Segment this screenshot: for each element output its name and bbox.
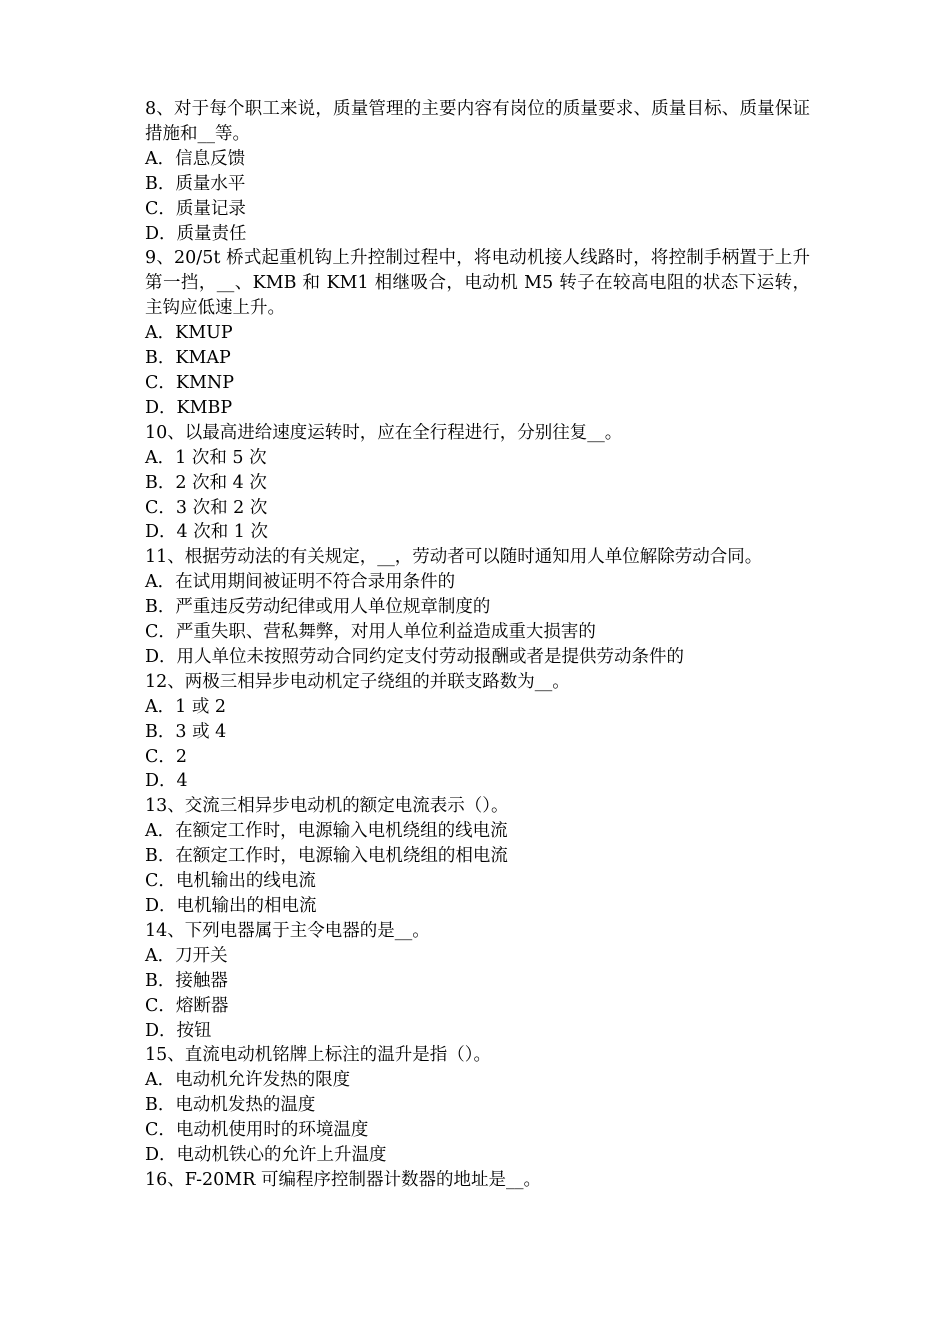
- option-b: B．在额定工作时，电源输入电机绕组的相电流: [145, 846, 508, 867]
- option-c: C．电动机使用时的环境温度: [145, 1120, 369, 1141]
- option-c: C．质量记录: [145, 198, 246, 219]
- question-8: [145, 97, 810, 246]
- option-a: A．信息反馈: [145, 148, 246, 169]
- option-a: A．KMUP: [145, 323, 233, 344]
- option-c: C．熔断器: [145, 995, 229, 1016]
- option-b: B．质量水平: [145, 173, 246, 194]
- option-c: C．电机输出的线电流: [145, 871, 316, 892]
- option-b: B．KMAP: [145, 348, 231, 369]
- option-c: C．3 次和 2 次: [145, 497, 268, 518]
- option-a: A．1 次和 5 次: [145, 447, 267, 468]
- question-16: [145, 1168, 810, 1193]
- question-15: [145, 1043, 810, 1168]
- option-b: B．接触器: [145, 970, 228, 991]
- option-b: B．3 或 4: [145, 721, 227, 742]
- question-13: [145, 794, 810, 919]
- question-text: 11、根据劳动法的有关规定，__，劳动者可以随时通知用人单位解除劳动合同。: [145, 547, 763, 568]
- option-d: D．按钮: [145, 1020, 212, 1041]
- option-d: D．电动机铁心的允许上升温度: [145, 1145, 387, 1166]
- question-10: [145, 421, 810, 546]
- question-text: 9、20/5t 桥式起重机钩上升控制过程中，将电动机接人线路时，将控制手柄置于上升第一挡，__、KMB 和 KM1 相继吸合，电动机 M5 转子在较高电阻的状态下运转，主钩应低速上升。: [145, 248, 810, 319]
- question-9: [145, 246, 810, 420]
- option-a: A．在额定工作时，电源输入电机绕组的线电流: [145, 821, 508, 842]
- option-a: A．电动机允许发热的限度: [145, 1070, 351, 1091]
- question-12: [145, 670, 810, 795]
- option-d: D．质量责任: [145, 223, 247, 244]
- question-text: 15、直流电动机铭牌上标注的温升是指（）。: [145, 1045, 492, 1066]
- document-page: [145, 97, 810, 1193]
- option-b: B．2 次和 4 次: [145, 472, 267, 493]
- option-b: B．电动机发热的温度: [145, 1095, 316, 1116]
- question-text: 8、对于每个职工来说，质量管理的主要内容有岗位的质量要求、质量目标、质量保证措施和__等。: [145, 99, 810, 144]
- question-14: [145, 919, 810, 1044]
- option-c: C．2: [145, 746, 188, 767]
- question-text: 14、下列电器属于主令电器的是__。: [145, 920, 430, 941]
- option-d: D．4 次和 1 次: [145, 522, 268, 543]
- option-c: C．KMNP: [145, 372, 234, 393]
- question-text: 16、F-20MR 可编程序控制器计数器的地址是__。: [145, 1169, 541, 1190]
- option-c: C．严重失职、营私舞弊，对用人单位利益造成重大损害的: [145, 622, 596, 643]
- question-text: 10、以最高进给速度运转时，应在全行程进行，分别往复__。: [145, 422, 623, 443]
- question-text: 12、两极三相异步电动机定子绕组的并联支路数为__。: [145, 671, 570, 692]
- question-text: 13、交流三相异步电动机的额定电流表示（）。: [145, 796, 509, 817]
- option-d: D．KMBP: [145, 397, 233, 418]
- option-d: D．电机输出的相电流: [145, 896, 317, 916]
- option-d: D．4: [145, 771, 188, 792]
- option-a: A．刀开关: [145, 945, 228, 966]
- option-b: B．严重违反劳动纪律或用人单位规章制度的: [145, 597, 491, 618]
- option-a: A．在试用期间被证明不符合录用条件的: [145, 572, 456, 593]
- question-11: [145, 545, 810, 670]
- option-d: D．用人单位未按照劳动合同约定支付劳动报酬或者是提供劳动条件的: [145, 646, 685, 667]
- option-a: A．1 或 2: [145, 696, 227, 717]
